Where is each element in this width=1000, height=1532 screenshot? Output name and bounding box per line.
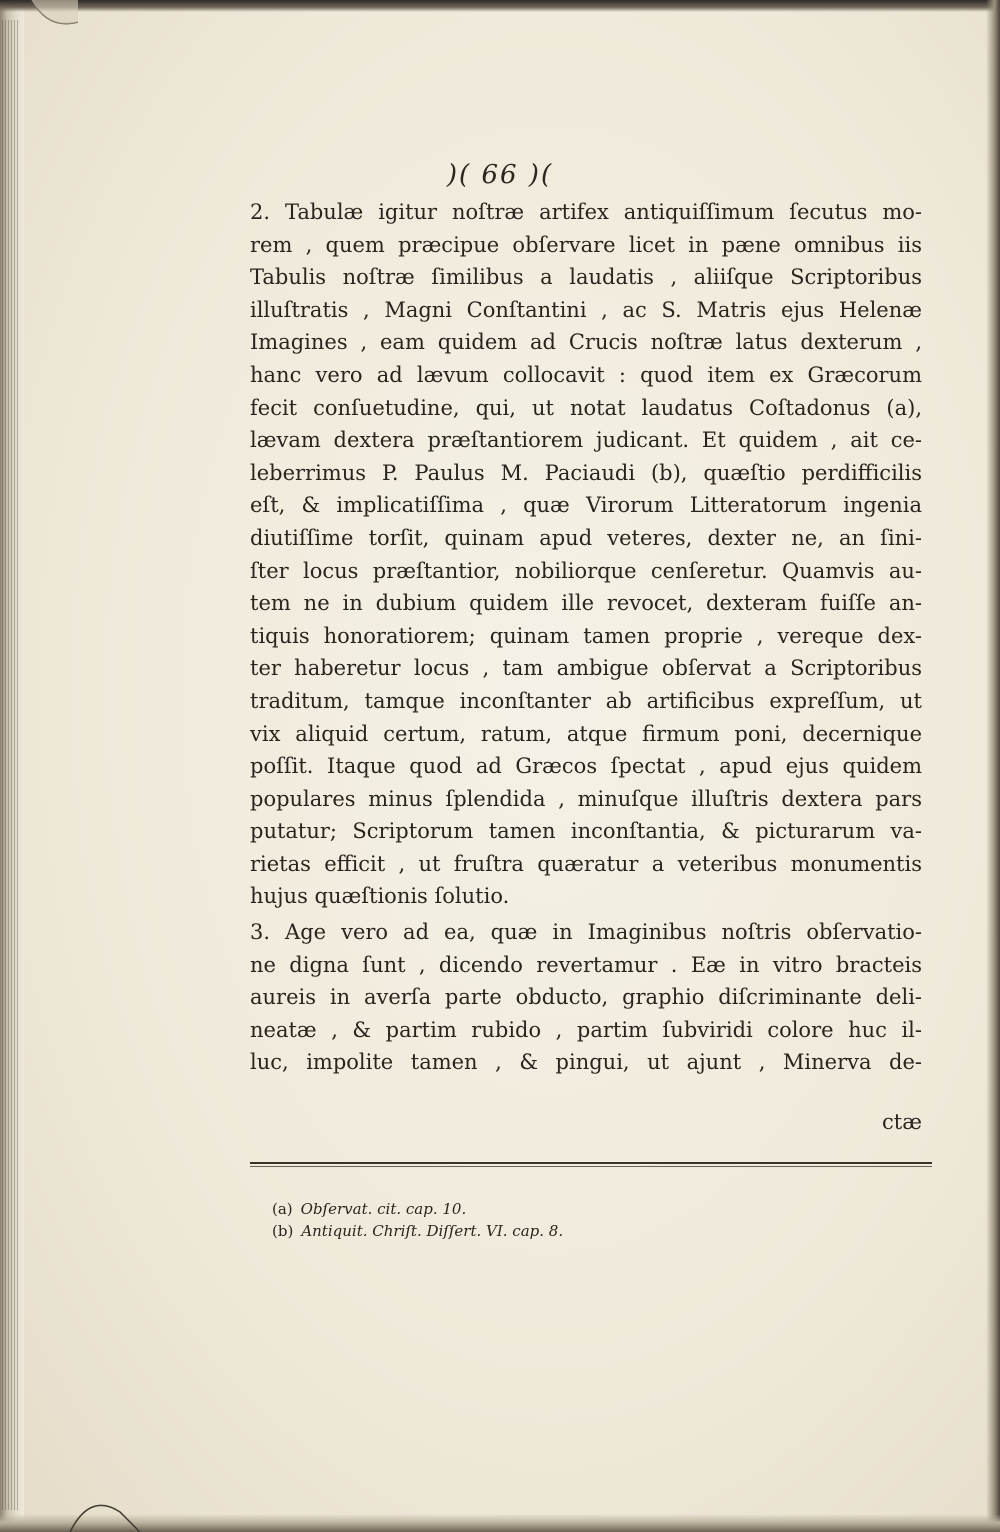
text-line: neatæ , & partim rubido , partim ſubviridi colore huc il-: [250, 1017, 922, 1042]
text-line: 2. Tabulæ igitur noſtræ artifex antiquiſſimum ſecutus mo-: [250, 200, 922, 224]
footnote-reference: Antiquit. Chriſt. Diſſert. VI. cap. 8.: [301, 1222, 564, 1240]
text-line: illuſtratis , Magni Conſtantini , ac S. Matris ejus Helenæ: [250, 297, 922, 322]
page-top-edge: [0, 0, 1000, 12]
text-line: poſſit. Itaque quod ad Græcos ſpectat , apud ejus quidem: [250, 754, 922, 779]
text-line: 3. Age vero ad ea, quæ in Imaginibus noſtris obſervatio-: [250, 920, 922, 945]
footnotes: [272, 1198, 872, 1242]
text-line: ſter locus præſtantior, nobiliorque cenſeretur. Quamvis au-: [250, 558, 922, 583]
footnote-rule-thin: [250, 1166, 932, 1167]
text-line: hanc vero ad lævum collocavit : quod item ex Græcorum: [250, 362, 922, 387]
text-line: rietas efficit , ut fruſtra quæratur a veteribus monumentis: [250, 851, 922, 876]
text-line: populares minus ſplendida , minuſque illuſtris dextera pars: [250, 786, 922, 811]
catchword: ctæ: [882, 1110, 922, 1134]
text-line: rem , quem præcipue obſervare licet in pæne omnibus iis: [250, 232, 922, 257]
page-corner-curl: [30, 0, 80, 40]
text-line: putatur; Scriptorum tamen inconſtantia, & picturarum va-: [250, 819, 922, 844]
page-bottom-tear: [60, 1482, 140, 1532]
text-line: aureis in averſa parte obducto, graphio diſcriminante deli-: [250, 985, 922, 1010]
footnote-rule: [250, 1162, 932, 1164]
text-line: hujus quæſtionis ſolutio.: [250, 884, 510, 909]
footnote-mark: (a): [272, 1200, 293, 1218]
text-line: tem ne in dubium quidem ille revocet, dexteram fuiſſe an-: [250, 591, 922, 616]
text-line: Tabulis noſtræ ſimilibus a laudatis , aliiſque Scriptoribus: [250, 265, 922, 290]
footnote-reference: Obſervat. cit. cap. 10.: [300, 1200, 467, 1218]
text-line: ter haberetur locus , tam ambigue obſervat a Scriptoribus: [250, 656, 922, 681]
page-number: )( 66 )(: [446, 160, 554, 190]
footnote: [272, 1220, 872, 1242]
text-line: Imagines , eam quidem ad Crucis noſtræ latus dexterum ,: [250, 330, 922, 355]
footnote: [272, 1198, 872, 1220]
text-line: vix aliquid certum, ratum, atque firmum poni, decernique: [250, 721, 922, 746]
page-right-edge: [986, 0, 1000, 1532]
binding-edge: [0, 0, 24, 1532]
text-line: traditum, tamque inconſtanter ab artificibus expreſſum, ut: [250, 688, 922, 713]
text-line: lævam dextera præſtantiorem judicant. Et quidem , ait ce-: [250, 428, 922, 453]
body-text: [250, 196, 922, 1079]
text-line: luc, impolite tamen , & pingui, ut ajunt , Minerva de-: [250, 1050, 922, 1075]
text-line: leberrimus P. Paulus M. Paciaudi (b), quæſtio perdifficilis: [250, 460, 922, 485]
text-line: ne digna ſunt , dicendo revertamur . Eæ in vitro bracteis: [250, 952, 922, 977]
footnote-mark: (b): [272, 1222, 294, 1240]
text-line: tiquis honoratiorem; quinam tamen proprie , vereque dex-: [250, 623, 922, 648]
text-line: fecit conſuetudine, qui, ut notat laudatus Coſtadonus (a),: [250, 395, 922, 420]
page-bottom-edge: [0, 1514, 1000, 1532]
text-line: diutiſſime torſit, quinam apud veteres, dexter ne, an ſini-: [250, 525, 922, 550]
text-line: eſt, & implicatiſſima , quæ Virorum Litteratorum ingenia: [250, 493, 922, 518]
